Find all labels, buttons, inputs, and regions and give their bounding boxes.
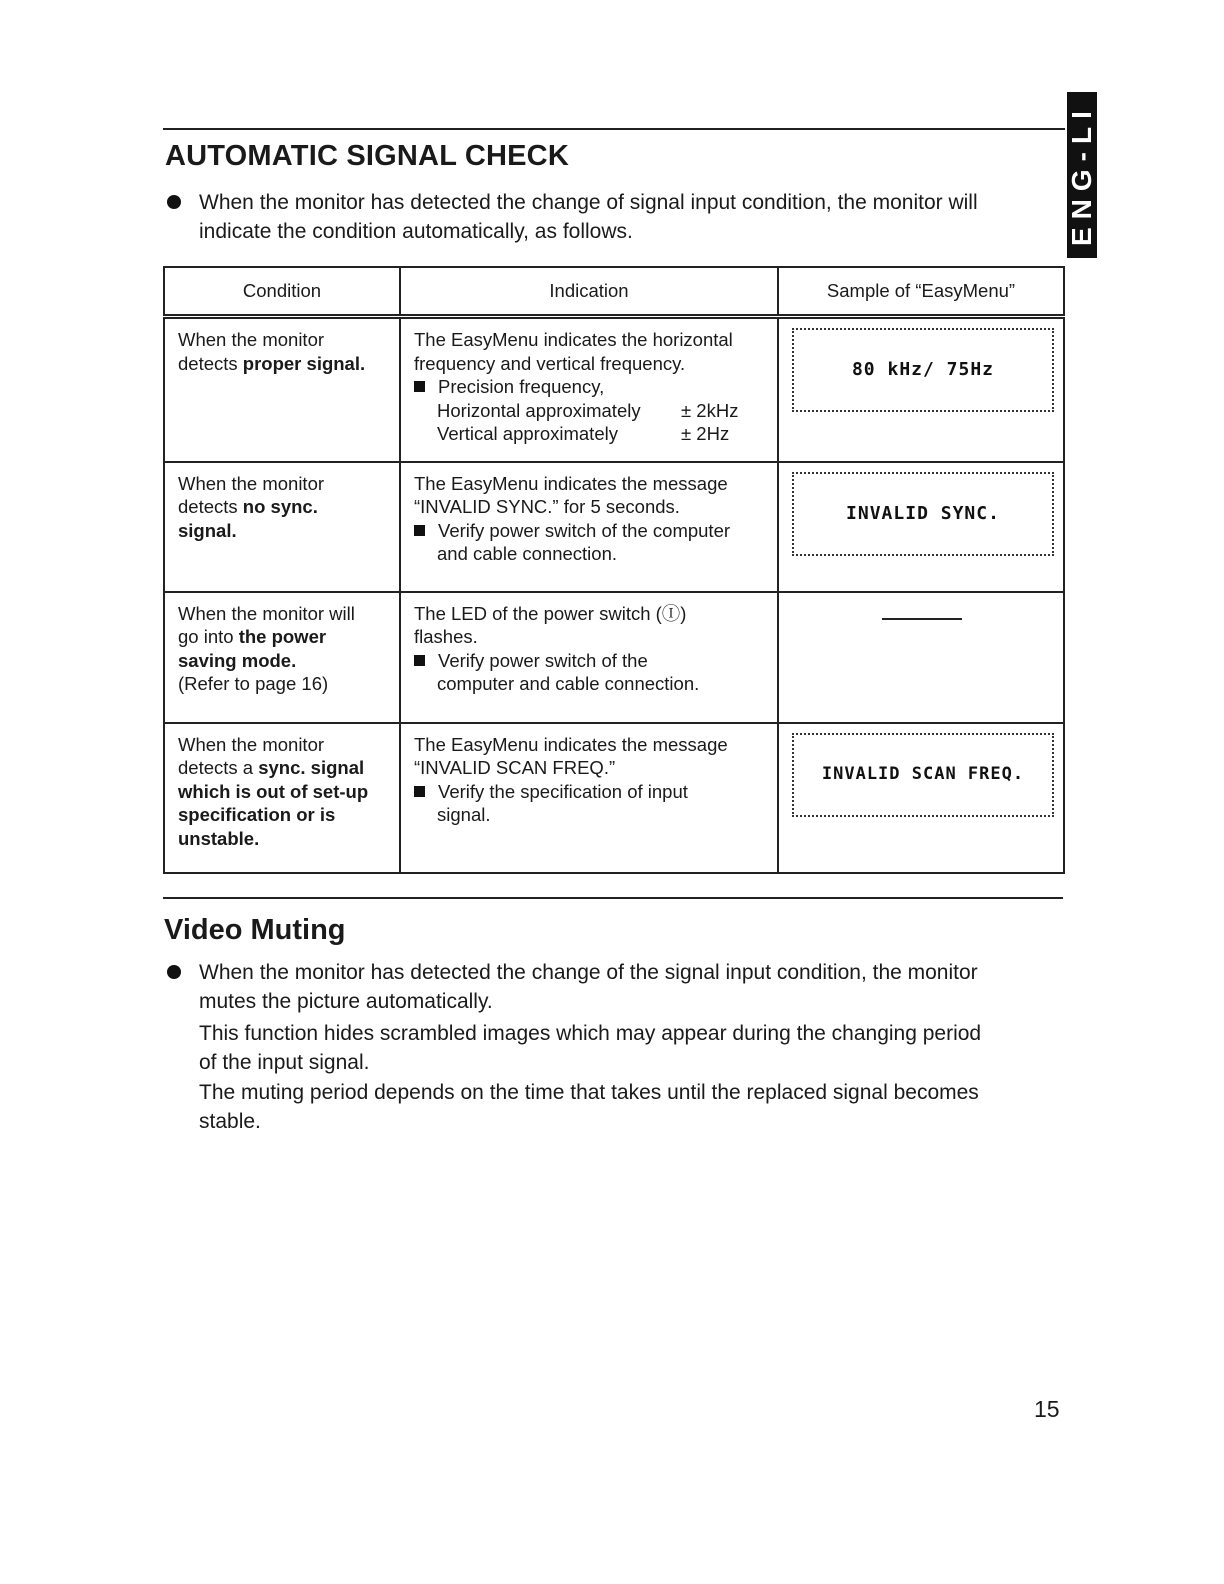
square-bullet-icon [414,525,425,536]
spec-label: Vertical approximately [437,423,618,444]
condition-cell [164,462,400,592]
condition-text-part: detects [178,496,243,517]
page-number: 15 [1034,1396,1060,1422]
indication-bullet-line [414,375,765,399]
indication-bullet-line [414,649,765,673]
condition-bold: which is out of set-up [178,780,369,802]
bullet-icon [167,195,181,209]
table-row [164,592,1064,723]
table-header-row [164,267,1064,317]
table-row [164,462,1064,592]
condition-text: When the monitor [178,733,325,755]
indication-text: The LED of the power switch (Ⓘ) [414,602,687,624]
horizontal-spec [414,399,765,423]
header-condition: Condition [164,267,400,317]
condition-cell [164,317,400,462]
spec-value: ± 2Hz [681,423,730,444]
signal-check-table [163,266,1065,874]
intro-line-2: indicate the condition automatically, as follows. [199,220,633,243]
indication-text: frequency and vertical frequency. [414,352,686,374]
muting-paragraph-1 [199,958,1059,1016]
table-row [164,317,1064,462]
language-tab: ENG-LI [1067,92,1097,258]
section-title-signal-check: AUTOMATIC SIGNAL CHECK [165,140,569,172]
condition-bold: specification or is [178,804,336,825]
sample-cell [778,317,1064,462]
easymenu-sample-invalid-sync: INVALID SYNC. [792,472,1054,556]
paragraph-line: This function hides scrambled images which may appear during the changing period [199,1022,982,1045]
condition-cell [164,723,400,873]
condition-bold: unstable. [178,827,260,849]
indication-text: signal. [437,804,491,825]
section-title-video-muting: Video Muting [164,914,346,946]
sample-cell [778,462,1064,592]
paragraph-line: When the monitor has detected the change of the signal input condition, the monitor [199,961,978,984]
condition-bold: saving mode. [178,649,297,671]
table-row [164,723,1064,873]
header-indication: Indication [400,267,778,317]
condition-text [178,756,387,780]
indication-text: The EasyMenu indicates the message [414,733,728,755]
square-bullet-icon [414,786,425,797]
muting-paragraph-2 [199,1019,1059,1077]
condition-bold: sync. signal [258,757,365,778]
indication-cell [400,723,778,873]
easymenu-sample-invalid-scan: INVALID SCAN FREQ. [792,733,1054,817]
condition-bold: signal. [178,519,237,541]
intro-paragraph [199,188,1059,246]
condition-bold: proper signal. [242,352,366,374]
spec-label: Horizontal approximately [437,399,641,421]
indication-text: Precision frequency, [438,376,605,397]
bullet-icon [167,965,181,979]
indication-bullet-line [414,780,765,804]
square-bullet-icon [414,655,425,666]
condition-text-part: detects [178,352,243,374]
no-sample-dash [882,618,962,620]
easymenu-sample-frequency: 80 kHz/ 75Hz [792,328,1054,412]
condition-text: When the monitor will [178,602,355,624]
condition-bold: the power [238,626,327,647]
indication-cell [400,317,778,462]
intro-line-1: When the monitor has detected the change of signal input condition, the monitor will [199,191,978,214]
sample-cell [778,723,1064,873]
top-rule [163,128,1065,130]
indication-text: The EasyMenu indicates the message [414,472,728,494]
condition-cell [164,592,400,723]
indication-text: Verify power switch of the [438,649,648,671]
indication-bullet-line [414,519,765,543]
indication-text: computer and cable connection. [437,673,700,694]
paragraph-line: of the input signal. [199,1051,370,1074]
condition-text-part: detects a [178,757,259,778]
sample-cell [778,592,1064,723]
paragraph-line: stable. [199,1110,261,1133]
condition-text: When the monitor [178,472,325,494]
condition-text [178,625,387,649]
condition-text-part: go into [178,626,239,647]
condition-text: (Refer to page 16) [178,673,329,694]
indication-text: Verify power switch of the computer [438,519,731,541]
indication-cell [400,592,778,723]
indication-text: Verify the specification of input [438,780,688,802]
muting-paragraph-3 [199,1078,1059,1136]
paragraph-line: mutes the picture automatically. [199,990,493,1013]
square-bullet-icon [414,381,425,392]
condition-bold: no sync. [242,496,318,517]
vertical-spec [414,422,765,446]
condition-text [178,352,387,376]
condition-text: When the monitor [178,329,325,350]
condition-text [178,495,387,519]
paragraph-line: The muting period depends on the time that takes until the replaced signal becomes [199,1081,979,1104]
indication-text: “INVALID SYNC.” for 5 seconds. [414,496,680,517]
indication-text: and cable connection. [437,543,617,564]
middle-rule [163,897,1063,899]
indication-text: The EasyMenu indicates the horizontal [414,329,733,350]
spec-value: ± 2kHz [681,399,739,421]
indication-text: flashes. [414,626,478,647]
indication-cell [400,462,778,592]
indication-text: “INVALID SCAN FREQ.” [414,757,616,778]
header-sample: Sample of “EasyMenu” [778,267,1064,317]
